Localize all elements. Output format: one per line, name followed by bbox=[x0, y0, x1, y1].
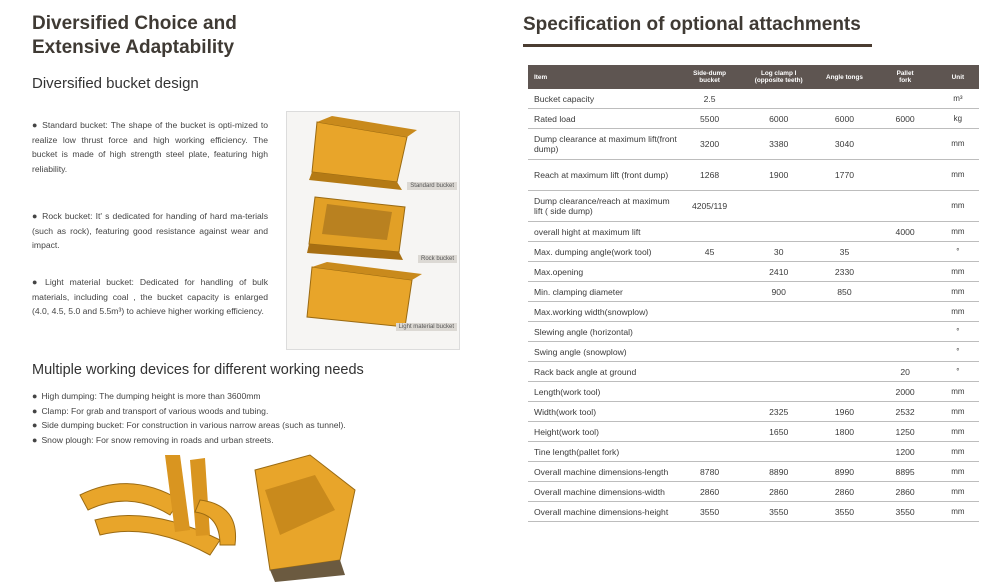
value-cell bbox=[677, 282, 742, 302]
value-cell: 3550 bbox=[873, 502, 936, 522]
item-cell: Max.working width(snowplow) bbox=[528, 302, 677, 322]
unit-cell: ° bbox=[937, 322, 979, 342]
page-title bbox=[32, 12, 237, 60]
item-cell: Width(work tool) bbox=[528, 402, 677, 422]
item-cell: Height(work tool) bbox=[528, 422, 677, 442]
rock-bucket-image bbox=[307, 197, 405, 260]
value-cell: 2330 bbox=[815, 262, 873, 282]
value-cell bbox=[677, 442, 742, 462]
value-cell: 45 bbox=[677, 242, 742, 262]
unit-cell: mm bbox=[937, 422, 979, 442]
value-cell bbox=[873, 242, 936, 262]
table-row bbox=[528, 442, 979, 462]
table-row bbox=[528, 242, 979, 262]
value-cell: 5500 bbox=[677, 109, 742, 129]
title-underline bbox=[523, 44, 872, 47]
value-cell: 3380 bbox=[742, 129, 816, 160]
unit-cell: mm bbox=[937, 302, 979, 322]
unit-cell: mm bbox=[937, 191, 979, 222]
value-cell: 3040 bbox=[815, 129, 873, 160]
table-row bbox=[528, 362, 979, 382]
item-cell: Dump clearance/reach at maximum lift ( side dump) bbox=[528, 191, 677, 222]
value-cell: 2410 bbox=[742, 262, 816, 282]
value-cell: 20 bbox=[873, 362, 936, 382]
value-cell: 1650 bbox=[742, 422, 816, 442]
value-cell bbox=[742, 362, 816, 382]
item-cell: Overall machine dimensions-width bbox=[528, 482, 677, 502]
table-row bbox=[528, 322, 979, 342]
item-cell: Tine length(pallet fork) bbox=[528, 442, 677, 462]
value-cell bbox=[873, 129, 936, 160]
unit-cell: mm bbox=[937, 402, 979, 422]
table-row bbox=[528, 262, 979, 282]
item-cell: Min. clamping diameter bbox=[528, 282, 677, 302]
table-row bbox=[528, 302, 979, 322]
value-cell bbox=[873, 262, 936, 282]
table-row bbox=[528, 462, 979, 482]
attachments-illustration bbox=[70, 450, 370, 585]
value-cell: 3550 bbox=[742, 502, 816, 522]
unit-cell: mm bbox=[937, 502, 979, 522]
header-pallet-fork: Pallet fork bbox=[896, 70, 914, 84]
unit-cell: mm bbox=[937, 160, 979, 191]
bullet-icon: ● bbox=[32, 434, 38, 445]
value-cell bbox=[873, 342, 936, 362]
table-row bbox=[528, 89, 979, 109]
item-cell: Overall machine dimensions-height bbox=[528, 502, 677, 522]
bucket-section-title: Diversified bucket design bbox=[32, 75, 199, 92]
value-cell: 2860 bbox=[873, 482, 936, 502]
value-cell bbox=[742, 322, 816, 342]
unit-cell: mm bbox=[937, 382, 979, 402]
value-cell: 850 bbox=[815, 282, 873, 302]
value-cell bbox=[677, 402, 742, 422]
header-log-clamp: Log clamp I (opposite teeth) bbox=[754, 70, 803, 84]
devices-section-title: Multiple working devices for different working needs bbox=[32, 362, 364, 378]
value-cell: 1200 bbox=[873, 442, 936, 462]
bullet-icon: ● bbox=[32, 405, 38, 416]
table-row bbox=[528, 342, 979, 362]
value-cell bbox=[815, 442, 873, 462]
value-cell bbox=[677, 342, 742, 362]
value-cell: 8895 bbox=[873, 462, 936, 482]
table-row bbox=[528, 129, 979, 160]
value-cell: 2.5 bbox=[677, 89, 742, 109]
item-cell: Slewing angle (horizontal) bbox=[528, 322, 677, 342]
side-dump-bucket-image bbox=[255, 455, 355, 582]
value-cell: 2325 bbox=[742, 402, 816, 422]
table-row bbox=[528, 382, 979, 402]
log-clamp-image bbox=[80, 455, 236, 555]
rock-bucket-description: ● Rock bucket: It' s dedicated for handing of hard ma-terials (such as rock), featuring good resistance against wear and impact. bbox=[32, 211, 269, 250]
table-row bbox=[528, 402, 979, 422]
unit-cell: mm bbox=[937, 222, 979, 242]
unit-cell: m³ bbox=[937, 89, 979, 109]
devices-list bbox=[32, 389, 346, 447]
unit-cell: mm bbox=[937, 462, 979, 482]
value-cell bbox=[677, 302, 742, 322]
value-cell: 35 bbox=[815, 242, 873, 262]
value-cell: 8890 bbox=[742, 462, 816, 482]
item-cell: Rack back angle at ground bbox=[528, 362, 677, 382]
unit-cell: mm bbox=[937, 482, 979, 502]
table-row bbox=[528, 191, 979, 222]
value-cell: 1960 bbox=[815, 402, 873, 422]
bullet-icon: ● bbox=[32, 211, 39, 221]
table-row bbox=[528, 282, 979, 302]
item-cell: Overall machine dimensions-length bbox=[528, 462, 677, 482]
unit-cell: mm bbox=[937, 129, 979, 160]
value-cell bbox=[815, 222, 873, 242]
list-item: ● High dumping: The dumping height is more than 3600mm bbox=[32, 391, 261, 401]
value-cell bbox=[742, 442, 816, 462]
value-cell: 3550 bbox=[815, 502, 873, 522]
standard-bucket-image bbox=[309, 116, 417, 190]
value-cell: 1770 bbox=[815, 160, 873, 191]
value-cell bbox=[677, 382, 742, 402]
value-cell bbox=[742, 342, 816, 362]
value-cell bbox=[815, 342, 873, 362]
value-cell: 3200 bbox=[677, 129, 742, 160]
value-cell bbox=[873, 322, 936, 342]
item-cell: overall hight at maximum lift bbox=[528, 222, 677, 242]
bucket-image-panel bbox=[286, 111, 460, 350]
value-cell: 8780 bbox=[677, 462, 742, 482]
value-cell: 2532 bbox=[873, 402, 936, 422]
bullet-icon: ● bbox=[32, 420, 38, 430]
item-cell: Max. dumping angle(work tool) bbox=[528, 242, 677, 262]
table-row bbox=[528, 222, 979, 242]
value-cell bbox=[677, 322, 742, 342]
value-cell: 30 bbox=[742, 242, 816, 262]
value-cell: 1268 bbox=[677, 160, 742, 191]
unit-cell: ° bbox=[937, 362, 979, 382]
item-cell: Max.opening bbox=[528, 262, 677, 282]
value-cell bbox=[815, 362, 873, 382]
table-header-row bbox=[528, 65, 979, 89]
value-cell bbox=[873, 191, 936, 222]
light-material-bucket-description: ● Light material bucket: Dedicated for handling of bulk materials, including coal , the bucket capacity is enlarged (4.0, 4.5, 5.0 and 5.5m³) to achieve higher working efficiency. bbox=[32, 277, 269, 316]
value-cell bbox=[742, 191, 816, 222]
item-cell: Swing angle (snowplow) bbox=[528, 342, 677, 362]
value-cell bbox=[873, 302, 936, 322]
standard-bucket-description: ● Standard bucket: The shape of the bucket is opti-mized to realize low thrust force and high working efficiency. The bucket is made of high strength steel plate, featuring high reliability. bbox=[32, 120, 269, 174]
item-cell: Bucket capacity bbox=[528, 89, 677, 109]
value-cell bbox=[677, 362, 742, 382]
value-cell: 3550 bbox=[677, 502, 742, 522]
light-material-bucket-image bbox=[307, 262, 422, 327]
spec-table bbox=[528, 65, 979, 522]
unit-cell: mm bbox=[937, 282, 979, 302]
bullet-icon: ● bbox=[32, 391, 38, 401]
value-cell: 1900 bbox=[742, 160, 816, 191]
value-cell: 1800 bbox=[815, 422, 873, 442]
rock-bucket-label: Rock bucket bbox=[418, 255, 457, 263]
title-line-2: Extensive Adaptability bbox=[32, 37, 235, 58]
value-cell bbox=[742, 89, 816, 109]
value-cell: 4205/119 bbox=[677, 191, 742, 222]
value-cell: 1250 bbox=[873, 422, 936, 442]
bucket-illustrations bbox=[287, 112, 459, 349]
value-cell bbox=[742, 302, 816, 322]
unit-cell: mm bbox=[937, 262, 979, 282]
unit-cell: mm bbox=[937, 442, 979, 462]
title-line-1: Diversified Choice and bbox=[32, 13, 237, 34]
list-item: ● Side dumping bucket: For construction in various narrow areas (such as tunnel). bbox=[32, 420, 346, 430]
spec-title: Specification of optional attachments bbox=[523, 14, 861, 35]
value-cell bbox=[815, 302, 873, 322]
item-cell: Rated load bbox=[528, 109, 677, 129]
unit-cell: kg bbox=[937, 109, 979, 129]
table-row bbox=[528, 422, 979, 442]
header-item: Item bbox=[534, 73, 548, 81]
value-cell bbox=[815, 89, 873, 109]
value-cell: 4000 bbox=[873, 222, 936, 242]
header-unit: Unit bbox=[951, 73, 965, 81]
value-cell: 6000 bbox=[742, 109, 816, 129]
list-item: ● Snow plough: For snow removing in roads and urban streets. bbox=[32, 434, 274, 445]
value-cell bbox=[742, 222, 816, 242]
unit-cell: ° bbox=[937, 342, 979, 362]
value-cell: 6000 bbox=[873, 109, 936, 129]
value-cell bbox=[815, 322, 873, 342]
standard-bucket-label: Standard bucket bbox=[407, 182, 457, 190]
item-cell: Dump clearance at maximum lift(front dump) bbox=[528, 129, 677, 160]
value-cell bbox=[873, 282, 936, 302]
value-cell: 2860 bbox=[815, 482, 873, 502]
value-cell bbox=[815, 191, 873, 222]
value-cell bbox=[677, 262, 742, 282]
table-row bbox=[528, 109, 979, 129]
bullet-icon: ● bbox=[32, 277, 42, 287]
item-cell: Length(work tool) bbox=[528, 382, 677, 402]
value-cell: 2860 bbox=[742, 482, 816, 502]
value-cell bbox=[873, 89, 936, 109]
value-cell: 8990 bbox=[815, 462, 873, 482]
value-cell bbox=[677, 222, 742, 242]
list-item: ● Clamp: For grab and transport of various woods and tubing. bbox=[32, 405, 269, 416]
bullet-icon: ● bbox=[32, 120, 39, 130]
value-cell bbox=[677, 422, 742, 442]
value-cell bbox=[873, 160, 936, 191]
light-material-bucket-label: Light material bucket bbox=[396, 323, 457, 331]
value-cell bbox=[742, 382, 816, 402]
header-side-dump-bucket: Side-dump bucket bbox=[693, 70, 727, 84]
table-row bbox=[528, 160, 979, 191]
value-cell: 6000 bbox=[815, 109, 873, 129]
spec-table-body bbox=[528, 89, 979, 522]
item-cell: Reach at maximum lift (front dump) bbox=[528, 160, 677, 191]
value-cell: 2860 bbox=[677, 482, 742, 502]
table-row bbox=[528, 502, 979, 522]
value-cell bbox=[815, 382, 873, 402]
value-cell: 900 bbox=[742, 282, 816, 302]
header-angle-tongs: Angle tongs bbox=[825, 73, 863, 81]
table-row bbox=[528, 482, 979, 502]
value-cell: 2000 bbox=[873, 382, 936, 402]
unit-cell: ° bbox=[937, 242, 979, 262]
